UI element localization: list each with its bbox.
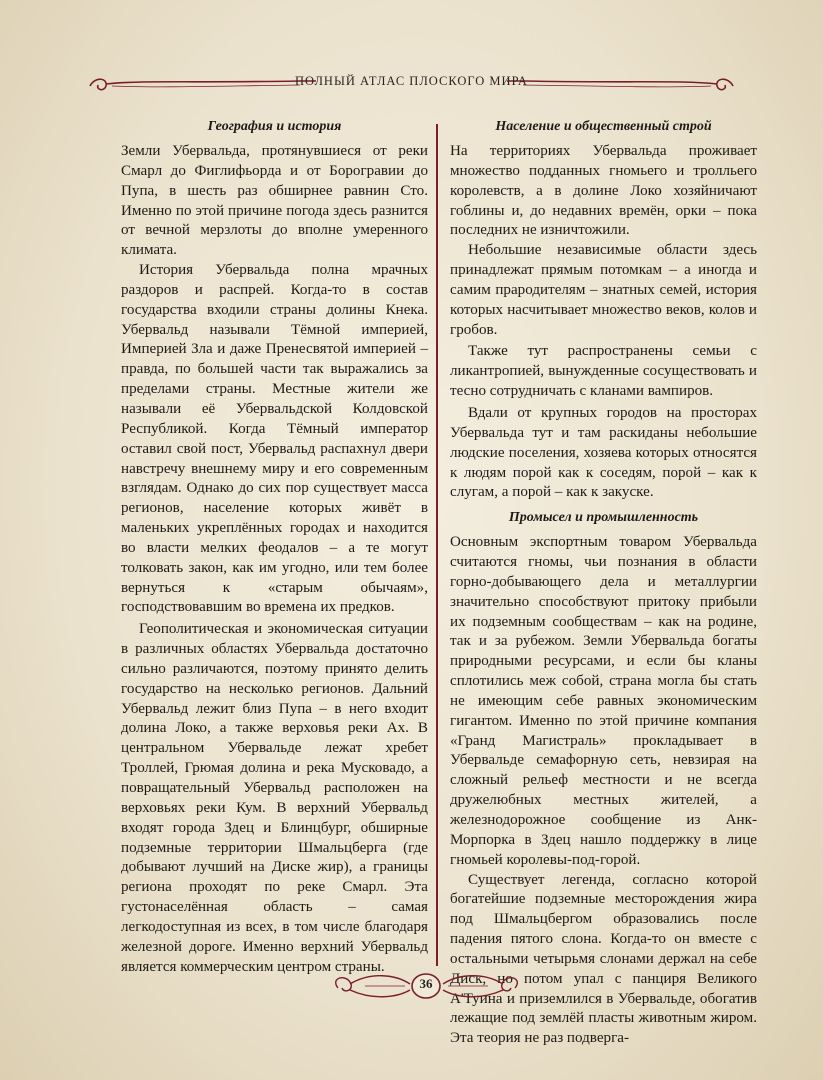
paragraph: Вдали от крупных городов на просторах Убервальда тут и там раскиданы небольшие людские поселения, хозяева которых относятся к людям порой как к соседям, порой – как к слугам, а порой – как к закуске.	[450, 404, 757, 501]
paragraph: История Убервальда полна мрачных раздоров и распрей. Когда-то в состав государства входили страны долины Кнека. Убервальд называли Тёмной империей, Империей Зла и даже Пренесвятой империей – правда, по большей части так выражались за пределами страны. Местные жители же называли её Убервальдской Колдовской Республикой. Когда Тёмный император оставил свой пост, Убервальд распахнул двери навстречу внешнему миру и его современным взглядам. Однако до сих пор существует масса регионов, население которых живёт в маленьких укреплённых городах и находится во власти мелких феодалов – а те могут толковать закон, как им угодно, или тем более вернуться к «старым обычаям», господствовавшим во времена их предков.	[121, 262, 428, 616]
section-heading-population: Население и общественный строй	[495, 119, 712, 134]
running-title: ПОЛНЫЙ АТЛАС ПЛОСКОГО МИРА	[295, 74, 528, 88]
section-heading-geography: География и история	[207, 119, 342, 134]
paragraph: Небольшие независимые области здесь принадлежат прямым потомкам – а иногда и самим прародителям – знатных семей, история которых насчитывает множество веков, колов и гробов.	[450, 242, 757, 338]
paragraph: На территориях Убервальда проживает множество подданных гномьего и тролльего королевств, а в долине Локо хозяйничают гоблины и, до недавних времён, орки – пока последних не изничтожили.	[450, 143, 757, 239]
left-column	[121, 118, 428, 977]
paragraph: Основным экспортным товаром Убервальда считаются гномы, чьи познания в области горно-добывающего дела и металлургии значительно способствуют притоку прибыли их подземным сообществам – как на родине, так и за рубежом. Земли Убервальда богаты природными ресурсами, и если бы кланы сплотились меж собой, страна могла бы стать не имеющим себе равных экономическим гигантом. Именно по этой причине компания «Гранд Магистраль» прокладывает в Убервальде семафорную сеть, невзирая на сложный рельеф местности и не всегда дружелюбных местных жителей, а железнодорожное сообщение из Анк-Морпорка в Здец нашло поддержку в лице гномьей королевы-под-горой.	[450, 534, 757, 868]
right-column	[450, 118, 757, 1049]
paragraph: Также тут распространены семьи с ликантропией, вынужденные сосуществовать и тесно сотрудничать с кланами вампиров.	[450, 343, 757, 400]
paragraph: Земли Убервальда, протянувшиеся от реки Смарл до Фиглифьорда и от Борогравии до Пупа, в шесть раз обширнее равнин Сто. Именно по этой причине погода здесь разнится от вечной мерзлоты до вполне умеренного климата.	[121, 143, 428, 259]
section-heading-industry: Промысел и промышленность	[508, 510, 699, 526]
paragraph: Существует легенда, согласно которой богатейшие подземные месторождения жира под Шмальцбергом образовались после падения пятого слона. Когда-то он вместе с остальными четырьмя слонами держал на себе Диск, но потом упал с панциря Великого А'Туина и приземлился в Убервальде, обогатив лежащие под землёй пласты животным жиром. Эта теория не раз подверга-	[450, 871, 757, 1047]
page-number: 36	[419, 976, 433, 991]
page-header	[0, 58, 823, 108]
page-footer	[0, 958, 823, 1018]
paragraph: Геополитическая и экономическая ситуации в различных областях Убервальда достаточно сильно различаются, поэтому принято делить государство на несколько регионов. Дальний Убервальд лежит близ Пупа – в него входит долина Локо, а также верховья реки Ах. В центральном Убервальде лежат хребет Троллей, Грюмая долина и река Мусковадо, а повращательный Убервальд расположен на верховьях реки Кум. В верхний Убервальд входят города Здец и Блинцбург, обширные подземные территории Шмальцберга (где добывают лучший на Диске жир), а границы региона проходят по реке Смарл. Эта густонаселённая область – самая легкодоступная из всех, в том числе благодаря железной дороге. Именно верхний Убервальд является коммерческим центром страны.	[121, 621, 428, 975]
column-divider	[436, 124, 438, 966]
